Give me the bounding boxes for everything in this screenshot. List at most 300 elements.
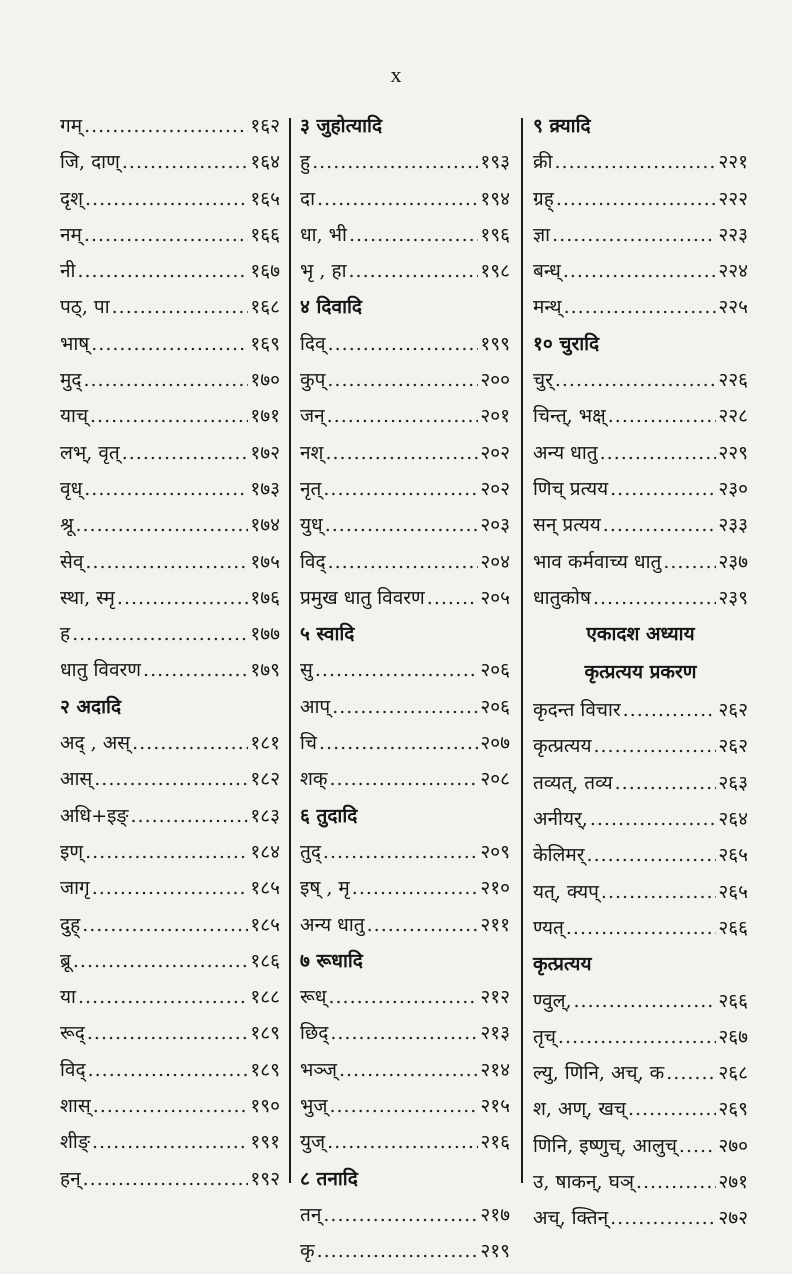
toc-entry-label: मुद्	[60, 369, 82, 392]
toc-entry-page: १६६	[250, 223, 280, 246]
toc-entry-label: ग्रह्	[533, 187, 554, 210]
dot-leader	[122, 442, 249, 464]
toc-entry-page: २०६	[480, 659, 510, 682]
toc-entry-label: भुज्	[300, 1095, 328, 1118]
dot-leader	[84, 224, 248, 246]
toc-entry-label: धातु विवरण	[60, 659, 142, 682]
dot-leader	[564, 296, 717, 318]
toc-entry-page: २११	[480, 913, 510, 936]
toc-entry-label: वृध्	[60, 477, 83, 500]
dot-leader	[328, 986, 478, 1008]
toc-entry-label: विद्	[60, 1058, 86, 1081]
toc-entry	[60, 221, 280, 257]
dot-leader	[83, 1168, 249, 1190]
dot-leader	[610, 1207, 716, 1229]
toc-entry-page: १९२	[250, 1167, 280, 1190]
toc-entry-label: भृ , हा	[300, 260, 347, 283]
toc-entry-page: २६४	[718, 808, 748, 831]
toc-entry	[300, 983, 510, 1019]
toc-entry-page: १९१	[250, 1131, 280, 1154]
toc-entry	[60, 548, 280, 584]
dot-leader	[330, 768, 479, 790]
dot-leader	[327, 405, 479, 427]
dot-leader	[78, 986, 248, 1008]
toc-entry	[300, 584, 510, 620]
toc-entry	[300, 1056, 510, 1092]
toc-entry-label: सु	[300, 659, 313, 682]
dot-leader	[132, 732, 248, 754]
toc-entry-label: उ, षाकन्, घञ्	[533, 1171, 634, 1194]
toc-entry-page: १७९	[250, 659, 280, 682]
dot-leader	[315, 659, 479, 681]
dot-leader	[352, 877, 479, 899]
section-heading: ८ तनादि	[300, 1167, 358, 1190]
toc-entry-label: सेव्	[60, 550, 84, 573]
toc-entry-label: आस्	[60, 768, 93, 791]
toc-entry-page: २२४	[718, 260, 748, 283]
toc-entry	[60, 1019, 280, 1055]
dot-leader	[601, 881, 716, 903]
dot-leader	[349, 260, 479, 282]
dot-leader	[325, 442, 478, 464]
toc-entry	[300, 257, 510, 293]
section-heading: २ अदादि	[60, 695, 122, 718]
dot-leader	[608, 405, 717, 427]
toc-entry	[300, 439, 510, 475]
toc-entry-label: ल्यु, णिनि, अच्, क	[533, 1062, 665, 1085]
dot-leader	[329, 1095, 478, 1117]
toc-entry-label: तृच्	[533, 1025, 556, 1048]
dot-leader	[85, 188, 248, 210]
toc-entry-label: धा, भी	[300, 223, 347, 246]
dot-leader	[323, 1204, 478, 1226]
toc-entry-page: २३०	[718, 477, 748, 500]
dot-leader	[628, 1098, 716, 1120]
toc-entry-label: छिद्	[300, 1022, 329, 1045]
dot-leader	[72, 623, 248, 645]
toc-entry	[533, 1168, 748, 1204]
toc-entry-label: विद्	[300, 550, 326, 573]
toc-entry-page: २१४	[480, 1058, 510, 1081]
dot-leader	[339, 1059, 478, 1081]
toc-entry-page: २२८	[718, 405, 748, 428]
toc-column-2	[300, 112, 510, 1263]
toc-entry	[533, 696, 748, 732]
toc-entry	[60, 293, 280, 329]
toc-entry	[60, 402, 280, 438]
toc-entry-page: १८५	[250, 913, 280, 936]
dot-leader	[85, 841, 248, 863]
dot-leader	[325, 514, 479, 536]
toc-entry	[300, 1128, 510, 1164]
toc-entry-page: १८१	[250, 732, 280, 755]
toc-entry-label: जि, दाण्	[60, 151, 120, 174]
toc-entry	[533, 548, 748, 584]
chapter-subtitle: कृत्प्रत्यय प्रकरण	[584, 661, 697, 684]
toc-entry-page: २३७	[718, 550, 748, 573]
dot-leader	[75, 514, 248, 536]
toc-entry	[300, 148, 510, 184]
toc-entry	[533, 475, 748, 511]
toc-entry-label: चि	[300, 732, 317, 755]
toc-entry-page: १७३	[250, 477, 280, 500]
toc-entry-page: २०७	[480, 732, 510, 755]
toc-entry	[533, 987, 748, 1023]
dot-leader	[328, 551, 479, 573]
toc-entry-page: १६९	[250, 332, 280, 355]
dot-leader	[317, 1240, 479, 1262]
toc-entry-label: णिच् प्रत्यय	[533, 477, 609, 500]
toc-entry-page: १७४	[250, 514, 280, 537]
dot-leader	[556, 188, 717, 210]
toc-entry-page: १७१	[250, 405, 280, 428]
toc-entry-label: अनीयर्,	[533, 808, 588, 831]
toc-entry-label: मन्थ्	[533, 296, 562, 319]
dot-leader	[615, 772, 717, 794]
dot-leader	[327, 1131, 478, 1153]
toc-entry	[60, 983, 280, 1019]
toc-entry-page: १७२	[250, 441, 280, 464]
toc-entry-label: दृश्	[60, 187, 84, 210]
dot-leader	[85, 551, 248, 573]
toc-entry-label: दुह्	[60, 913, 81, 936]
toc-entry-label: या	[60, 986, 76, 1009]
toc-entry-page: १८९	[250, 1058, 280, 1081]
toc-entry-label: दिव्	[300, 332, 326, 355]
toc-entry-label: रूध्	[300, 986, 327, 1009]
toc-entry-label: युज्	[300, 1131, 326, 1154]
toc-entry-page: २००	[480, 369, 510, 392]
dot-leader	[84, 478, 248, 500]
toc-entry	[533, 732, 748, 768]
toc-entry-label: कृत्प्रत्यय	[533, 735, 592, 758]
toc-entry-label: अन्य धातु	[533, 441, 598, 464]
toc-entry-page: २६२	[718, 699, 748, 722]
dot-leader	[319, 732, 478, 754]
toc-entry-page: २१०	[480, 877, 510, 900]
toc-entry-label: हु	[300, 151, 311, 174]
dot-leader	[593, 587, 716, 609]
toc-entry-page: २१६	[480, 1131, 510, 1154]
toc-entry	[533, 511, 748, 547]
dot-leader	[317, 188, 478, 210]
dot-leader	[93, 1095, 249, 1117]
toc-entry-page: २६७	[718, 1025, 748, 1048]
toc-entry-page: १९९	[480, 332, 510, 355]
section-heading: ४ दिवादि	[300, 296, 362, 319]
toc-entry-label: याच्	[60, 405, 89, 428]
toc-entry	[533, 1204, 748, 1240]
toc-entry-page: २०५	[480, 586, 510, 609]
toc-entry	[300, 402, 510, 438]
dot-leader	[663, 551, 716, 573]
toc-entry-page: १८५	[250, 877, 280, 900]
toc-entry	[533, 1023, 748, 1059]
toc-entry	[60, 838, 280, 874]
toc-entry-label: स्था, स्मृ	[60, 586, 115, 609]
toc-entry-page: १९६	[480, 223, 510, 246]
toc-entry-page: १७०	[250, 369, 280, 392]
dot-leader	[427, 587, 479, 609]
toc-entry-label: भाव कर्मवाच्य धातु	[533, 550, 662, 573]
toc-entry-page: १८६	[250, 949, 280, 972]
toc-entry-label: बन्ध्	[533, 260, 561, 283]
toc-entry-page: २१३	[480, 1022, 510, 1045]
toc-entry-page: १९३	[480, 151, 510, 174]
toc-entry-page: १६५	[250, 187, 280, 210]
toc-entry	[300, 729, 510, 765]
toc-entry	[60, 148, 280, 184]
dot-leader	[555, 369, 717, 391]
toc-entry	[60, 185, 280, 221]
toc-entry	[300, 765, 510, 801]
toc-entry	[300, 475, 510, 511]
dot-leader	[552, 224, 716, 246]
toc-entry-label: प्रमुख धातु विवरण	[300, 586, 425, 609]
toc-entry-label: यत्, क्यप्	[533, 880, 599, 903]
dot-leader	[367, 914, 479, 936]
toc-entry-page: १८२	[250, 768, 280, 791]
toc-entry-label: कृ	[300, 1240, 315, 1263]
dot-leader	[636, 1171, 716, 1193]
toc-entry-label: कुप्	[300, 369, 326, 392]
toc-entry-page: २१२	[480, 986, 510, 1009]
chapter-subtitle: एकादश अध्याय	[586, 623, 695, 646]
toc-entry	[300, 911, 510, 947]
toc-entry	[533, 221, 748, 257]
dot-leader	[91, 333, 248, 355]
toc-column-1	[60, 112, 280, 1190]
dot-leader	[92, 1131, 248, 1153]
toc-entry-page: २७१	[718, 1171, 748, 1194]
toc-entry-page: २३९	[718, 586, 748, 609]
dot-leader	[94, 768, 248, 790]
toc-entry-page: १९०	[250, 1095, 280, 1118]
toc-entry	[533, 878, 748, 914]
toc-entry-page: २६८	[718, 1062, 748, 1085]
toc-entry-label: ज्ञा	[533, 223, 551, 246]
toc-entry-label: कृदन्त विचार	[533, 699, 621, 722]
toc-entry-page: २६६	[718, 989, 748, 1012]
toc-entry-page: १७५	[250, 550, 280, 573]
toc-entry	[533, 1132, 748, 1168]
toc-entry-page: २२३	[718, 223, 748, 246]
toc-entry-label: शास्	[60, 1095, 91, 1118]
dot-leader	[83, 369, 248, 391]
toc-entry-label: सन् प्रत्यय	[533, 514, 601, 537]
toc-entry-page: २०२	[480, 477, 510, 500]
toc-entry	[300, 693, 510, 729]
section-heading: ३ जुहोत्यादि	[300, 115, 383, 137]
toc-entry	[60, 729, 280, 765]
toc-entry-label: आप्	[300, 695, 331, 718]
toc-entry-page: २१५	[480, 1095, 510, 1118]
toc-entry-page: १७७	[250, 623, 280, 646]
toc-entry-page: २०६	[480, 695, 510, 718]
dot-leader	[82, 914, 248, 936]
toc-entry-label: ब्रू	[60, 949, 71, 972]
toc-entry-label: अच्, क्तिन्	[533, 1207, 609, 1230]
dot-leader	[623, 699, 717, 721]
toc-entry-page: २०८	[480, 768, 510, 791]
dot-leader	[566, 917, 716, 939]
toc-entry-label: जागृ	[60, 877, 90, 900]
toc-entry-label: अन्य धातु	[300, 913, 365, 936]
toc-entry	[60, 874, 280, 910]
toc-entry-page: १७६	[250, 586, 280, 609]
dot-leader	[563, 260, 717, 282]
toc-entry-label: इष् , मृ	[300, 877, 350, 900]
toc-entry	[300, 366, 510, 402]
dot-leader	[574, 990, 717, 1012]
toc-entry-page: २१७	[480, 1203, 510, 1226]
toc-entry-label: दा	[300, 187, 316, 210]
toc-entry-label: श्रू	[60, 514, 74, 537]
toc-entry-label: इण्	[60, 840, 84, 863]
toc-entry	[300, 330, 510, 366]
dot-leader	[130, 805, 248, 827]
toc-entry	[60, 765, 280, 801]
dot-leader	[112, 296, 249, 318]
toc-entry-label: णिनि, इष्णुच्, आलुच्	[533, 1134, 677, 1157]
toc-entry-label: तन्	[300, 1203, 322, 1226]
toc-entry	[533, 148, 748, 184]
toc-entry-label: केलिमर्	[533, 844, 585, 867]
section-heading: १० चुरादि	[533, 332, 600, 355]
dot-leader	[92, 877, 249, 899]
toc-entry	[60, 366, 280, 402]
dot-leader	[593, 735, 716, 757]
toc-entry	[300, 221, 510, 257]
toc-entry	[60, 947, 280, 983]
toc-entry-page: २७०	[718, 1134, 748, 1157]
toc-entry-page: २०४	[480, 550, 510, 573]
toc-entry-label: रूद्	[60, 1022, 85, 1045]
toc-entry-label: चिन्त्, भक्ष्	[533, 405, 606, 428]
toc-entry-page: १६२	[250, 115, 280, 137]
column-divider	[289, 118, 291, 1183]
toc-entry	[60, 656, 280, 692]
toc-entry	[533, 366, 748, 402]
toc-entry	[60, 1128, 280, 1164]
toc-entry-page: २६२	[718, 735, 748, 758]
dot-leader	[312, 151, 478, 173]
toc-entry	[60, 1056, 280, 1092]
section-heading: कृत्प्रत्यय	[533, 953, 592, 976]
toc-entry-label: पठ्, पा	[60, 296, 110, 319]
toc-entry	[300, 838, 510, 874]
toc-entry	[533, 1095, 748, 1131]
toc-entry-page: २०१	[480, 405, 510, 428]
toc-entry-label: चुर्	[533, 369, 553, 392]
dot-leader	[590, 808, 717, 830]
toc-entry-label: युध्	[300, 514, 323, 537]
toc-entry-page: २६३	[718, 771, 748, 794]
section-heading: ९ क्र्यादि	[533, 115, 591, 137]
section-heading: ७ रूधादि	[300, 949, 363, 972]
toc-entry-page: १८८	[250, 986, 280, 1009]
toc-entry-page: २१९	[480, 1240, 510, 1263]
toc-entry-page: २६६	[718, 916, 748, 939]
dot-leader	[610, 478, 716, 500]
toc-entry	[533, 257, 748, 293]
toc-entry-label: ण्यत्	[533, 916, 564, 939]
toc-entry-label: नृत्	[300, 477, 322, 500]
column-divider	[521, 118, 523, 1183]
dot-leader	[600, 442, 717, 464]
toc-entry	[60, 475, 280, 511]
toc-entry-label: नश्	[300, 441, 324, 464]
toc-entry-label: शीङ्	[60, 1131, 90, 1154]
toc-entry-page: २६५	[718, 844, 748, 867]
toc-entry-label: लभ्, वृत्	[60, 441, 120, 464]
dot-leader	[587, 844, 717, 866]
toc-entry	[533, 914, 748, 950]
toc-entry-label: अद् , अस्	[60, 732, 131, 755]
toc-entry	[300, 656, 510, 692]
dot-leader	[87, 1022, 249, 1044]
toc-entry	[533, 402, 748, 438]
toc-entry-page: २६५	[718, 880, 748, 903]
dot-leader	[88, 1059, 249, 1081]
toc-entry	[60, 1092, 280, 1128]
toc-entry-page: १९४	[480, 187, 510, 210]
toc-entry-page: १८३	[250, 804, 280, 827]
dot-leader	[679, 1135, 716, 1157]
toc-entry-label: भञ्ज्	[300, 1058, 337, 1081]
toc-entry	[300, 548, 510, 584]
toc-entry	[300, 1019, 510, 1055]
toc-entry-page: २३३	[718, 514, 748, 537]
page-number: x	[390, 62, 402, 87]
dot-leader	[90, 405, 248, 427]
section-heading: ६ तुदादि	[300, 804, 358, 827]
toc-entry-label: गम्	[60, 115, 83, 137]
toc-entry-label: ह	[60, 623, 71, 646]
toc-entry-page: २०९	[480, 840, 510, 863]
toc-entry-label: शक्	[300, 768, 328, 791]
toc-entry	[60, 257, 280, 293]
toc-entry-label: धातुकोष	[533, 586, 591, 609]
toc-entry	[60, 439, 280, 475]
dot-leader	[330, 1022, 478, 1044]
toc-entry	[300, 1092, 510, 1128]
toc-entry-page: २६९	[718, 1098, 748, 1121]
toc-entry	[300, 1237, 510, 1273]
dot-leader	[332, 696, 478, 718]
dot-leader	[143, 659, 248, 681]
toc-entry-page: १६८	[250, 296, 280, 319]
toc-entry-label: तुद्	[300, 840, 321, 863]
toc-entry	[533, 805, 748, 841]
dot-leader	[73, 950, 249, 972]
toc-entry	[300, 1201, 510, 1237]
toc-entry	[60, 911, 280, 947]
toc-entry-page: १८९	[250, 1022, 280, 1045]
dot-leader	[349, 224, 478, 246]
toc-entry-label: ण्वुल्,	[533, 989, 572, 1012]
toc-entry-label: क्री	[533, 151, 553, 174]
toc-entry	[533, 841, 748, 877]
toc-entry	[533, 769, 748, 805]
toc-entry	[60, 112, 280, 148]
toc-entry-label: तव्यत्, तव्य	[533, 771, 613, 794]
dot-leader	[328, 333, 479, 355]
toc-entry-page: २०२	[480, 441, 510, 464]
toc-entry	[60, 330, 280, 366]
toc-entry	[300, 874, 510, 910]
toc-entry-page: २२१	[718, 151, 748, 174]
